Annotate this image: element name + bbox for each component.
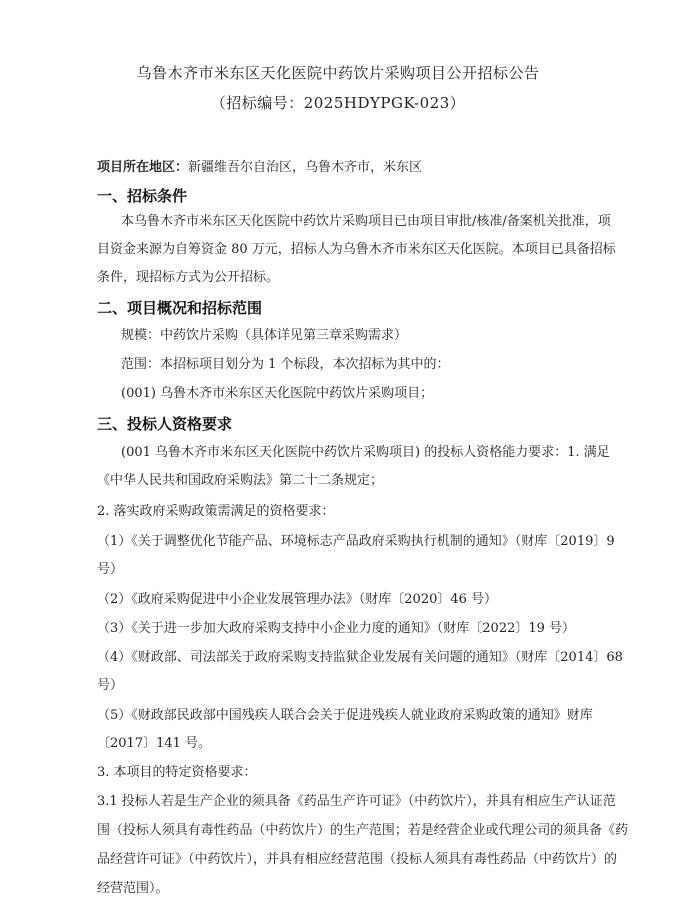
section-3-line: (001 乌鲁木齐市米东区天化医院中药饮片采购项目) 的投标人资格能力要求：1. 满足: [121, 445, 610, 460]
section-3-line: 3.1 投标人若是生产企业的须具备《药品生产许可证》（中药饮片），并具有相应生产认证范: [97, 794, 616, 809]
section-3-heading: 三、投标人资格要求: [97, 415, 233, 433]
section-3-line: 〔2017〕141 号。: [97, 736, 212, 751]
section-3-line: （2）《政府采购促进中小企业发展管理办法》（财库〔2020〕46 号）: [97, 592, 498, 607]
location-line: [97, 158, 422, 178]
section-2-heading: 二、项目概况和招标范围: [97, 299, 263, 317]
section-3-line: 《中华人民共和国政府采购法》第二十二条规定；: [97, 473, 384, 488]
section-3-line: 围（投标人须具有毒性药品（中药饮片）的生产范围；若是经营企业或代理公司的须具备《药: [97, 823, 628, 838]
section-2-line: 规模：中药饮片采购（具体详见第三章采购需求）: [121, 328, 408, 343]
location-value: 新疆维吾尔自治区，乌鲁木齐市，米东区: [188, 160, 423, 175]
section-3-line: （3）《关于进一步加大政府采购支持中小企业力度的通知》（财库〔2022〕19 号）: [97, 621, 576, 636]
section-3-line: （4）《财政部、司法部关于政府采购支持监狱企业发展有关问题的通知》（财库〔2014〕68: [97, 650, 623, 665]
section-3-line: 号）: [97, 562, 124, 577]
doc-title: 乌鲁木齐市米东区天化医院中药饮片采购项目公开招标公告: [136, 64, 540, 82]
section-2-line: 范围：本招标项目划分为 1 个标段，本次招标为其中的：: [121, 357, 450, 372]
section-1-line: 本乌鲁木齐市米东区天化医院中药饮片采购项目已由项目审批/核准/备案机关批准，项: [121, 214, 611, 229]
section-3-line: 3. 本项目的特定资格要求：: [97, 765, 257, 780]
section-3-line: 经营范围）。: [97, 881, 169, 896]
section-1-line: 条件，现招标方式为公开招标。: [97, 270, 280, 285]
doc-code: （招标编号：2025HDYPGK-023）: [210, 94, 466, 112]
section-1-heading: 一、招标条件: [97, 187, 188, 205]
location-label: 项目所在地区：: [97, 160, 189, 175]
section-3-line: 号）: [97, 678, 124, 693]
section-3-line: （5）《财政部民政部中国残疾人联合会关于促进残疾人就业政府采购政策的通知》财库: [97, 708, 593, 723]
section-3-line: 2. 落实政府采购政策需满足的资格要求：: [97, 504, 335, 519]
section-1-line: 目资金来源为自筹资金 80 万元，招标人为乌鲁木齐市米东区天化医院。本项目已具备招标: [97, 242, 616, 257]
section-3-line: （1）《关于调整优化节能产品、环境标志产品政府采购执行机制的通知》（财库〔2019〕9: [97, 534, 615, 549]
section-2-line: (001) 乌鲁木齐市米东区天化医院中药饮片采购项目；: [121, 386, 434, 401]
section-3-line: 品经营许可证》（中药饮片），并具有相应经营范围（投标人须具有毒性药品（中药饮片）的: [97, 852, 618, 867]
